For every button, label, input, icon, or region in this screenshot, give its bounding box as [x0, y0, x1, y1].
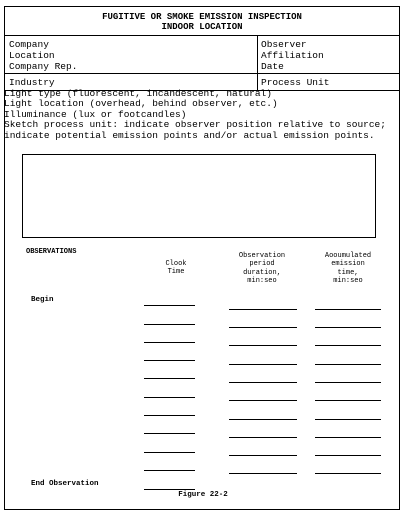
duration-header-line: min:seo: [247, 276, 277, 285]
duration-blank[interactable]: [229, 345, 297, 346]
affiliation-field[interactable]: Affiliation: [261, 49, 324, 61]
company-field[interactable]: Company: [9, 39, 49, 50]
begin-label: Begin: [31, 296, 54, 304]
clock-time-blank[interactable]: [144, 305, 195, 306]
light-type-text: Light type (fluorescent, incandescent, natural): [4, 88, 272, 99]
accumulated-blank[interactable]: [315, 309, 381, 310]
accumulated-blank[interactable]: [315, 382, 381, 383]
clock-time-blank[interactable]: [144, 452, 195, 453]
duration-blank[interactable]: [229, 437, 297, 438]
sketch-instruction-text: Sketch process unit: indicate observer position relative to source; indicate potential emission points and/or actual emission points.: [4, 119, 386, 141]
accumulated-blank[interactable]: [315, 345, 381, 346]
duration-blank[interactable]: [229, 382, 297, 383]
clock-time-blank[interactable]: [144, 489, 195, 490]
accumulated-blank[interactable]: [315, 327, 381, 328]
industry-field[interactable]: Industry: [9, 77, 55, 88]
duration-blank[interactable]: [229, 473, 297, 474]
accumulated-blank[interactable]: [315, 473, 381, 474]
form-title: FUGITIVE OR SMOKE EMISSION INSPECTION: [102, 12, 302, 22]
illuminance-text: Illuminance (lux or footcandles): [4, 108, 187, 120]
duration-header-line: period: [249, 260, 275, 269]
accumulated-blank[interactable]: [315, 400, 381, 401]
process-unit-field[interactable]: Process Unit: [261, 77, 330, 88]
duration-blank[interactable]: [229, 309, 297, 310]
clock-time-blank[interactable]: [144, 397, 195, 398]
duration-header-line: Observation: [238, 252, 286, 260]
vertical-divider: [257, 35, 258, 73]
accumulated-blank[interactable]: [315, 437, 381, 438]
end-observation-label: End Observation: [31, 480, 99, 488]
observer-fields: [261, 40, 324, 72]
clock-header-line: Clook: [165, 260, 187, 268]
duration-header-line: duration,: [243, 268, 281, 277]
clock-time-blank[interactable]: [144, 324, 195, 325]
clock-time-header: [148, 260, 204, 277]
accumulated-header-line: emission: [331, 260, 365, 269]
instructions: [4, 89, 390, 141]
form-header: [5, 7, 399, 36]
sketch-box[interactable]: [22, 154, 376, 238]
duration-blank[interactable]: [229, 455, 297, 456]
duration-blank[interactable]: [229, 419, 297, 420]
accumulated-header-line: min:seo: [333, 276, 363, 285]
clock-time-blank[interactable]: [144, 470, 195, 471]
observations-title: OBSERVATIONS: [26, 248, 77, 256]
accumulated-blank[interactable]: [315, 419, 381, 420]
location-field[interactable]: Location: [9, 49, 55, 61]
company-observer-section: [5, 35, 399, 74]
clock-time-blank[interactable]: [144, 433, 195, 434]
duration-header: [226, 252, 298, 285]
date-field[interactable]: Date: [261, 60, 284, 72]
clock-time-blank[interactable]: [144, 360, 195, 361]
company-rep-field[interactable]: Company Rep.: [9, 60, 78, 72]
accumulated-header: [312, 252, 384, 285]
clock-time-blank[interactable]: [144, 342, 195, 343]
accumulated-header-line: Aooumulated: [324, 252, 372, 260]
light-location-text: Light location (overhead, behind observer, etc.): [4, 98, 278, 110]
company-fields: [9, 40, 77, 72]
accumulated-blank[interactable]: [315, 364, 381, 365]
observer-field[interactable]: Observer: [261, 39, 307, 50]
accumulated-header-line: time,: [337, 268, 359, 277]
figure-caption: Figure 22-2: [178, 491, 228, 499]
clock-time-blank[interactable]: [144, 415, 195, 416]
duration-blank[interactable]: [229, 327, 297, 328]
duration-blank[interactable]: [229, 364, 297, 365]
clock-time-blank[interactable]: [144, 378, 195, 379]
duration-blank[interactable]: [229, 400, 297, 401]
clock-header-line: Time: [167, 268, 185, 277]
form-subtitle: INDOOR LOCATION: [161, 22, 243, 32]
accumulated-blank[interactable]: [315, 455, 381, 456]
